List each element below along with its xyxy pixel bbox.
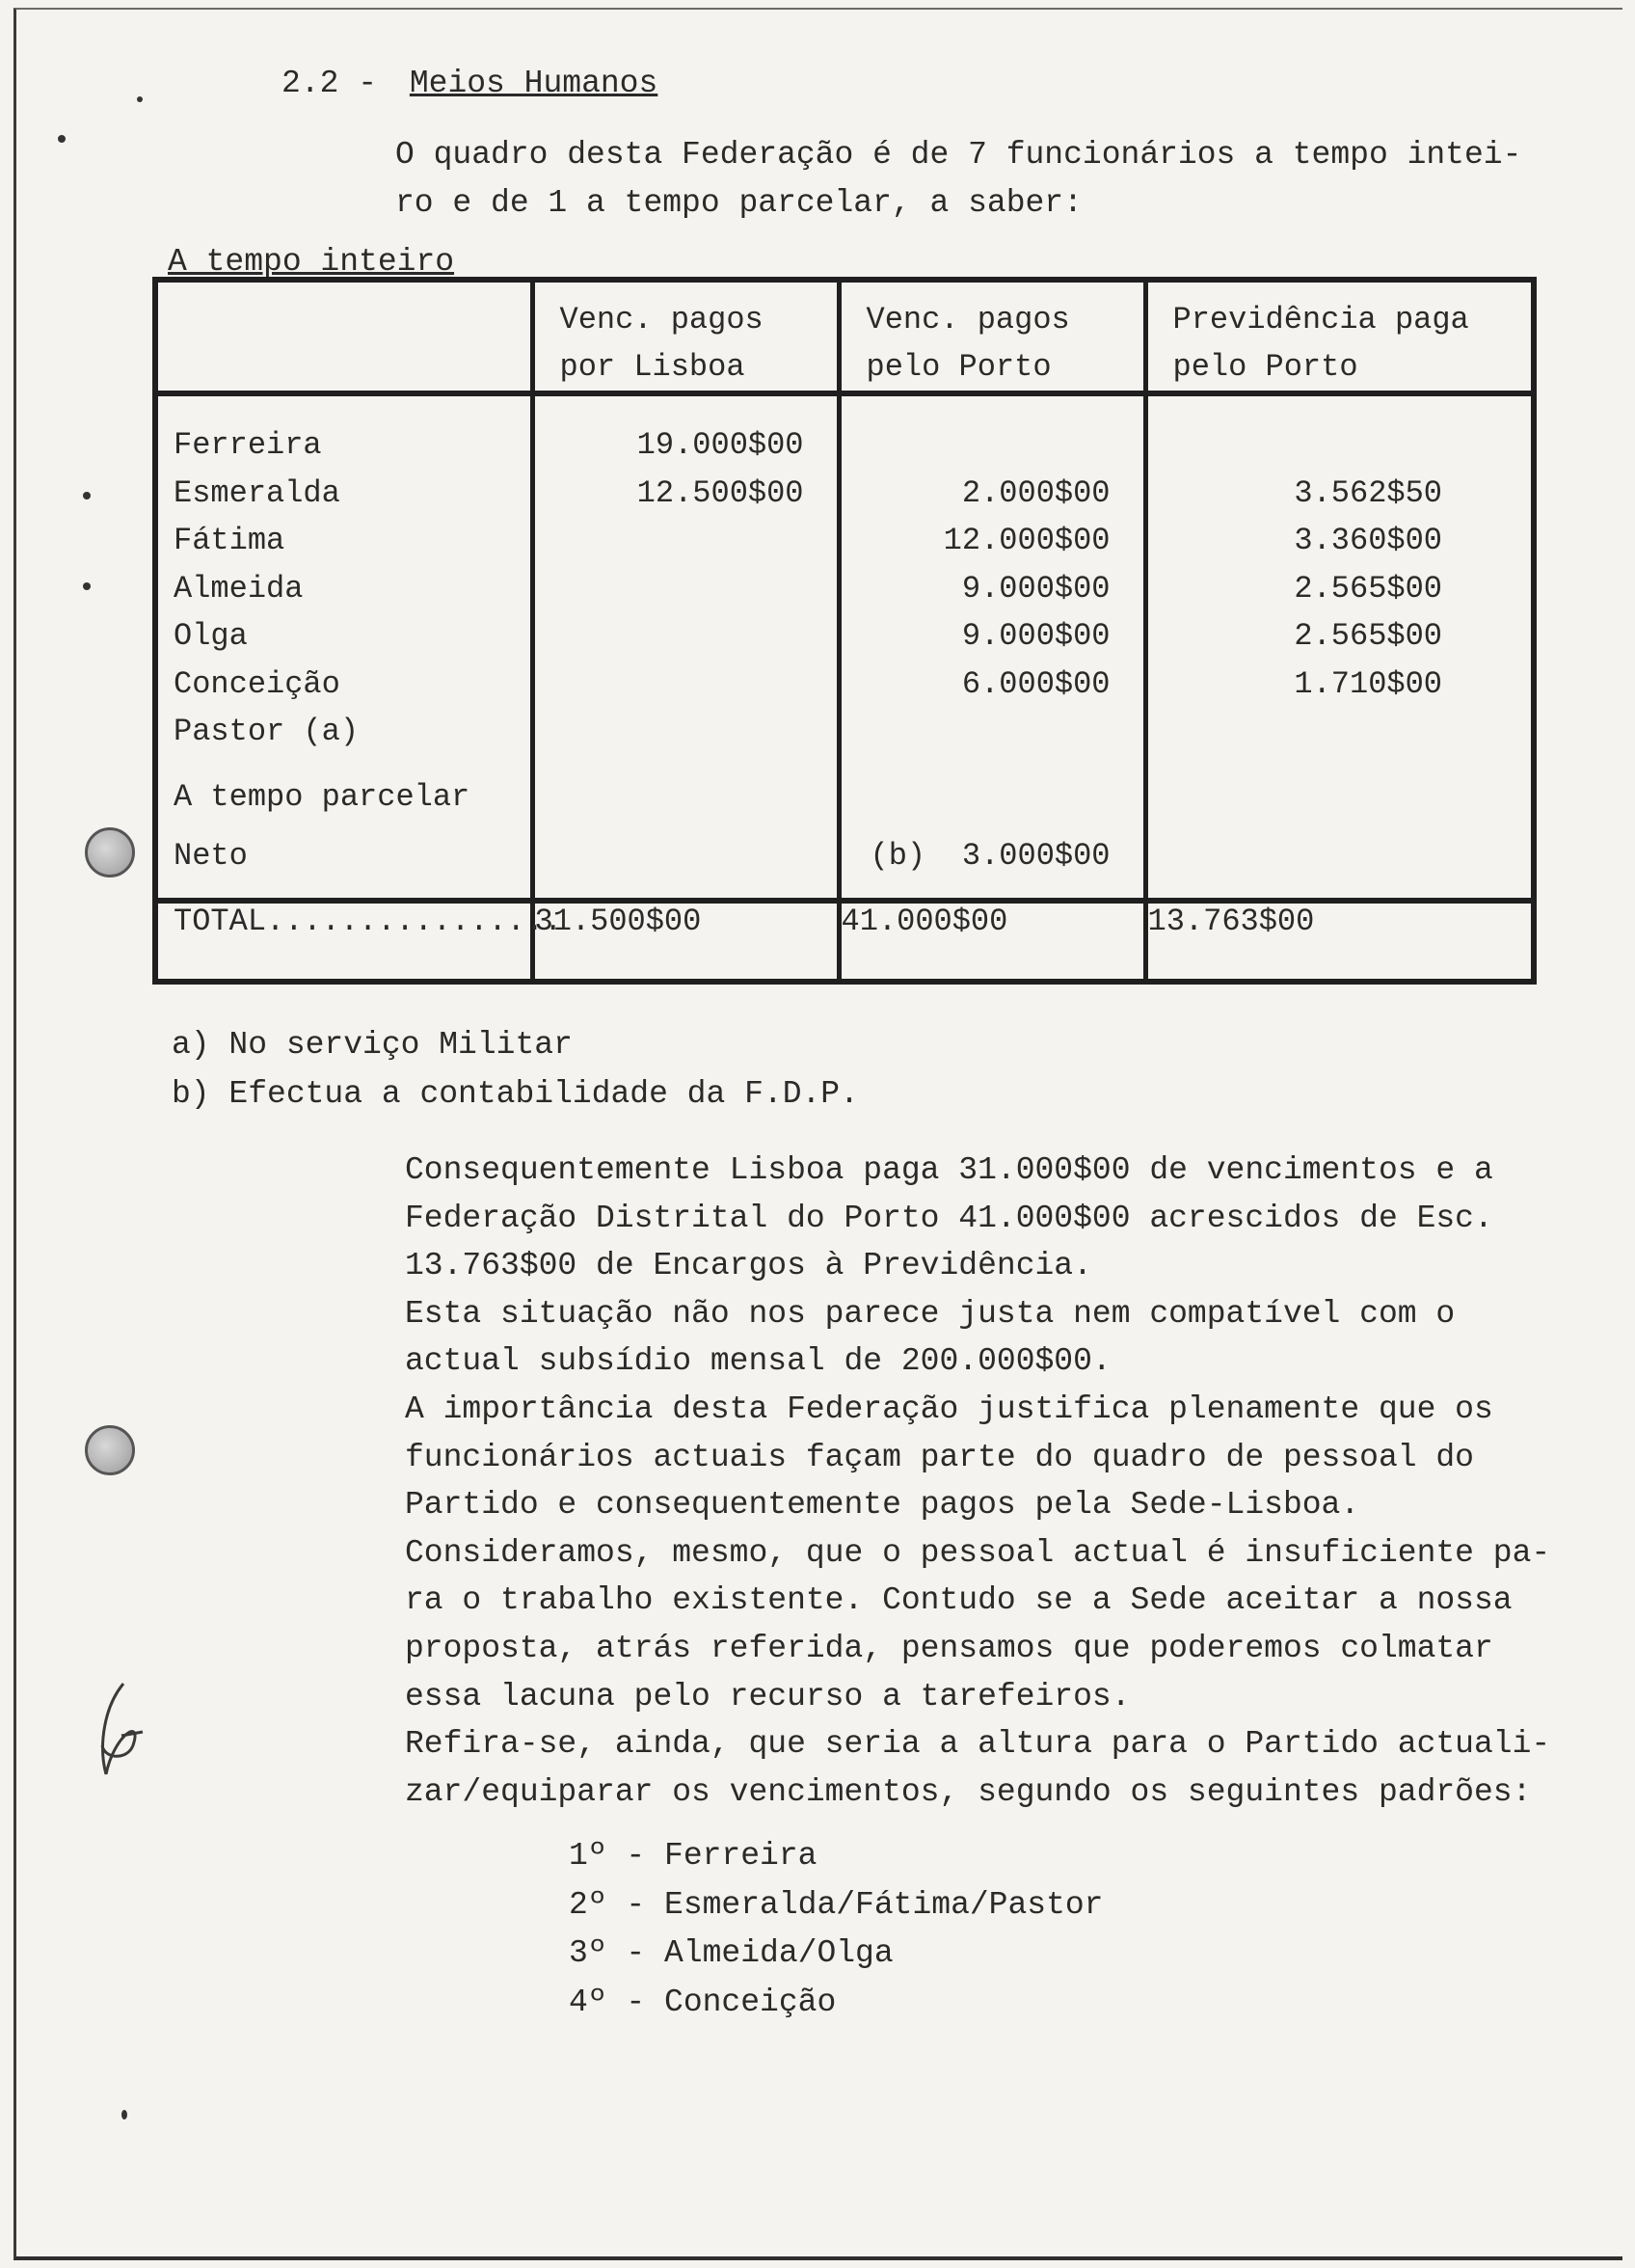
handwritten-initials xyxy=(85,1678,162,1794)
body-line: Refira-se, ainda, que seria a altura para o Partido actuali- xyxy=(405,1726,1551,1763)
body-line: funcionários actuais façam parte do quadro de pessoal do xyxy=(405,1439,1474,1475)
header-line: pelo Porto xyxy=(1172,349,1358,385)
amount xyxy=(842,708,1143,756)
body-line: A importância desta Federação justifica plenamente que os xyxy=(405,1390,1493,1427)
body-line: 13.763$00 de Encargos à Previdência. xyxy=(405,1248,1092,1284)
amount xyxy=(535,517,837,565)
ranking-item: 4º - Conceição xyxy=(569,1984,837,2020)
body-line: proposta, atrás referida, pensamos que poderemos colmatar xyxy=(405,1630,1493,1666)
body-line: Federação Distrital do Porto 41.000$00 acrescidos de Esc. xyxy=(405,1200,1493,1236)
section-heading xyxy=(281,66,657,101)
speck xyxy=(83,582,91,590)
amount: 3.000$00 xyxy=(961,838,1111,874)
table-caption: A tempo inteiro xyxy=(168,244,455,280)
employee-name: Ferreira xyxy=(174,427,322,463)
names-column xyxy=(155,393,532,901)
previdencia-column xyxy=(1145,393,1534,901)
total-label: TOTAL................ xyxy=(174,904,563,939)
intro-line: ro e de 1 a tempo parcelar, a saber: xyxy=(395,185,1083,221)
employee-name: Conceição xyxy=(174,665,340,702)
intro-line: O quadro desta Federação é de 7 funcionários a tempo intei- xyxy=(395,137,1522,173)
amount xyxy=(535,661,837,709)
amount: 2.565$00 xyxy=(1294,618,1442,654)
total-lisboa: 31.500$00 xyxy=(532,901,839,982)
total-row xyxy=(155,901,1534,982)
speck xyxy=(83,492,91,500)
amount: 2.565$00 xyxy=(1294,570,1442,607)
employee-name: Esmeralda xyxy=(174,474,340,511)
section-number: 2.2 - xyxy=(281,66,378,101)
salary-table xyxy=(152,277,1537,985)
speck xyxy=(137,96,143,102)
header-lisboa xyxy=(532,280,839,393)
employee-name: Olga xyxy=(174,618,248,654)
amount xyxy=(535,612,837,661)
header-previdencia xyxy=(1145,280,1534,393)
porto-column xyxy=(839,393,1145,901)
table-header-row xyxy=(155,280,1534,393)
employee-name: Almeida xyxy=(174,570,304,607)
amount: 9.000$00 xyxy=(961,570,1111,607)
total-porto: 41.000$00 xyxy=(839,901,1145,982)
body-line: ra o trabalho existente. Contudo se a Sede aceitar a nossa xyxy=(405,1582,1513,1619)
amount xyxy=(1148,708,1532,756)
amount: 2.000$00 xyxy=(961,474,1111,511)
header-line: Venc. pagos xyxy=(559,302,764,338)
amount xyxy=(1148,421,1532,470)
parcelar-amount-line xyxy=(842,832,1143,880)
salary-ranking-list xyxy=(569,1832,1104,2027)
header-line: por Lisboa xyxy=(559,349,745,385)
body-line: actual subsídio mensal de 200.000$00. xyxy=(405,1343,1112,1380)
punch-hole xyxy=(85,827,135,878)
punch-hole xyxy=(85,1425,135,1475)
section-title: Meios Humanos xyxy=(409,66,658,101)
amount: 12.500$00 xyxy=(636,474,804,511)
body-line: zar/equiparar os vencimentos, segundo os seguintes padrões: xyxy=(405,1773,1532,1810)
body-line: Partido e consequentemente pagos pela Sede-Lisboa. xyxy=(405,1487,1360,1524)
header-empty xyxy=(155,280,532,393)
ranking-item: 2º - Esmeralda/Fátima/Pastor xyxy=(569,1886,1104,1923)
employee-name: Fátima xyxy=(174,523,285,558)
speck xyxy=(58,135,66,143)
amount xyxy=(535,565,837,613)
amount: 12.000$00 xyxy=(943,523,1111,558)
footnote: b) Efectua a contabilidade da F.D.P. xyxy=(172,1076,859,1112)
ranking-item: 3º - Almeida/Olga xyxy=(569,1935,894,1971)
amount xyxy=(535,708,837,756)
intro-paragraph xyxy=(395,131,1552,228)
amount: 1.710$00 xyxy=(1294,665,1442,702)
body-line: Consideramos, mesmo, que o pessoal actual é insuficiente pa- xyxy=(405,1534,1551,1571)
speck xyxy=(121,2110,127,2120)
amount: 19.000$00 xyxy=(636,427,804,463)
amount: 3.360$00 xyxy=(1294,523,1442,558)
body-line: Esta situação não nos parece justa nem compatível com o xyxy=(405,1295,1456,1332)
amount: 3.562$50 xyxy=(1294,474,1442,511)
employee-name: Pastor (a) xyxy=(174,714,360,749)
header-porto xyxy=(839,280,1145,393)
body-line: Consequentemente Lisboa paga 31.000$00 de vencimentos e a xyxy=(405,1152,1493,1188)
header-line: Previdência paga xyxy=(1172,302,1469,338)
lisboa-column xyxy=(532,393,839,901)
header-line: pelo Porto xyxy=(866,349,1052,385)
subsection-label: A tempo parcelar xyxy=(174,778,470,815)
footnote: a) No serviço Militar xyxy=(172,1027,573,1063)
body-paragraph xyxy=(405,1147,1600,1816)
table-body-row xyxy=(155,393,1534,901)
header-line: Venc. pagos xyxy=(866,302,1070,338)
total-label-cell xyxy=(155,901,563,982)
amount xyxy=(842,421,1143,470)
total-previdencia: 13.763$00 xyxy=(1145,901,1534,982)
amount: 9.000$00 xyxy=(961,618,1111,654)
ranking-item: 1º - Ferreira xyxy=(569,1838,818,1874)
body-line: essa lacuna pelo recurso a tarefeiros. xyxy=(405,1678,1131,1714)
footnote-marker: (b) xyxy=(870,838,926,874)
footnotes xyxy=(172,1020,859,1119)
amount: 6.000$00 xyxy=(961,665,1111,702)
employee-name: Neto xyxy=(174,838,248,874)
